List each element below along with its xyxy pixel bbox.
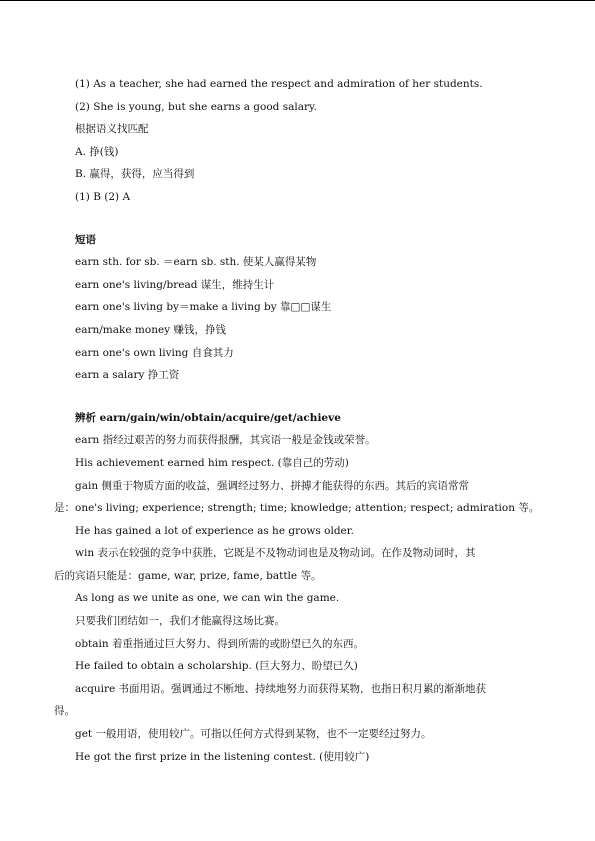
section-gap: [54, 212, 544, 232]
analysis-heading: 辨析 earn/gain/win/obtain/acquire/get/achieve: [75, 411, 341, 424]
page-top-rule: [0, 0, 595, 1]
earn-definition: earn 指经过艰苦的努力而获得报酬，其宾语一般是金钱或荣誉。: [75, 434, 376, 447]
phrase-5: earn one's own living 自食其力: [75, 346, 234, 359]
acquire-definition-line-2: 得。: [54, 705, 75, 718]
phrase-6: earn a salary 挣工资: [75, 369, 180, 382]
document-page: [54, 76, 544, 771]
gain-definition-line-2: 是：one's living; experience; strength; time; knowledge; attention; respect; admiration 等。: [54, 502, 540, 515]
earn-example: His achievement earned him respect. (靠自己的劳动): [75, 456, 349, 469]
win-example-chinese: 只要我们团结如一，我们才能赢得这场比赛。: [75, 615, 285, 628]
obtain-example: He failed to obtain a scholarship. (巨大努力、盼望已久): [75, 660, 358, 673]
get-definition: get 一般用语，使用较广。可指以任何方式得到某物，也不一定要经过努力。: [75, 728, 432, 741]
win-definition-line-2: 后的宾语只能是：game, war, prize, fame, battle 等。: [54, 569, 322, 582]
gain-example: He has gained a lot of experience as he grows older.: [75, 524, 354, 537]
option-a: A. 挣(钱): [75, 145, 119, 158]
get-example: He got the first prize in the listening contest. (使用较广): [75, 750, 370, 763]
acquire-definition-line-1: acquire 书面用语。强调通过不断地、持续地努力而获得某物，也指日积月累的渐渐地获: [75, 682, 487, 695]
phrase-4: earn/make money 赚钱，挣钱: [75, 323, 226, 336]
option-b: B. 赢得，获得，应当得到: [75, 168, 195, 181]
gain-definition-line-1: gain 侧重于物质方面的收益，强调经过努力、拼搏才能获得的东西。其后的宾语常常: [75, 479, 469, 492]
example-sentence-2: (2) She is young, but she earns a good salary.: [75, 100, 317, 113]
win-example-english: As long as we unite as one, we can win the game.: [75, 592, 340, 605]
phrase-2: earn one's living/bread 谋生，维持生计: [75, 278, 275, 291]
section-gap: [54, 390, 544, 410]
answer-line: (1) B (2) A: [75, 190, 131, 203]
phrase-3: earn one's living by＝make a living by 靠□□谋生: [75, 301, 332, 314]
match-prompt: 根据语义找匹配: [75, 123, 149, 136]
phrases-heading: 短语: [75, 233, 96, 246]
example-sentence-1: (1) As a teacher, she had earned the respect and admiration of her students.: [75, 78, 483, 90]
phrase-1: earn sth. for sb. ＝earn sb. sth. 使某人赢得某物: [75, 256, 317, 269]
win-definition-line-1: win 表示在较强的竞争中获胜，它既是不及物动词也是及物动词。在作及物动词时，其: [75, 547, 476, 560]
obtain-definition: obtain 着重指通过巨大努力、得到所需的或盼望已久的东西。: [75, 637, 364, 650]
